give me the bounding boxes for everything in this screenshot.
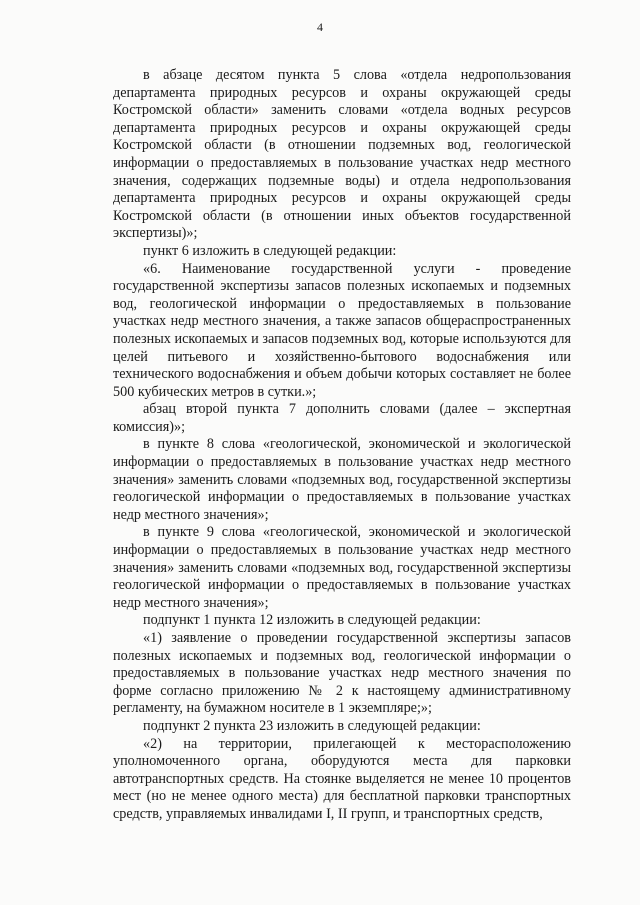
document-body	[113, 67, 571, 824]
paragraph-8: «1) заявление о проведении государственной экспертизы запасов полезных ископаемых и подземных вод, геологической информации о предоставляемых в пользование участках недр местного значения по форме согласно приложению № 2 к настоящему административному регламенту, на бумажном носителе в 1 экземпляре;»;	[113, 630, 571, 717]
paragraph-9: подпункт 2 пункта 23 изложить в следующей редакции:	[143, 717, 481, 734]
paragraph-1: в абзаце десятом пункта 5 слова «отдела недропользования департамента природных ресурсов и охраны окружающей среды Костромской области» заменить словами «отдела водных ресурсов департамента природных ресурсов и охраны окружающей среды Костромской области (в отношении подземных вод, геологической информации о предоставляемых в пользование участках недр местного значения, содержащих подземные воды) и отдела недропользования департамента природных ресурсов и охраны окружающей среды Костромской области (в отношении иных объектов государственной экспертизы)»;	[113, 67, 571, 242]
page-number: 4	[317, 20, 323, 34]
paragraph-4: абзац второй пункта 7 дополнить словами (далее – экспертная комиссия)»;	[113, 401, 571, 435]
paragraph-5: в пункте 8 слова «геологической, экономической и экологической информации о предоставляемых в пользование участках недр местного значения» заменить словами «подземных вод, государственной экспертизы геологической информации о предоставляемых в пользование участках недр местного значения»;	[113, 436, 571, 523]
paragraph-7: подпункт 1 пункта 12 изложить в следующей редакции:	[143, 612, 481, 629]
paragraph-2: пункт 6 изложить в следующей редакции:	[143, 242, 397, 259]
paragraph-6: в пункте 9 слова «геологической, экономической и экологической информации о предоставляемых в пользование участках недр местного значения» заменить словами «подземных вод, государственной экспертизы геологической информации о предоставляемых в пользование участках недр местного значения»;	[113, 524, 571, 611]
paragraph-10: «2) на территории, прилегающей к месторасположению уполномоченного органа, оборудуются места для парковки автотранспортных средств. На стоянке выделяется не менее 10 процентов мест (но не менее одного места) для бесплатной парковки транспортных средств, управляемых инвалидами I, II групп, и транспортных средств,	[113, 735, 571, 822]
paragraph-3: «6. Наименование государственной услуги - проведение государственной экспертизы запасов полезных ископаемых и подземных вод, геологической информации о предоставляемых в пользование участках недр местного значения, а также запасов общераспространенных полезных ископаемых и запасов подземных вод, которые используются для целей питьевого и хозяйственно-бытового водоснабжения или технического водоснабжения и объем добычи которых составляет не более 500 кубических метров в сутки.»;	[113, 260, 571, 400]
